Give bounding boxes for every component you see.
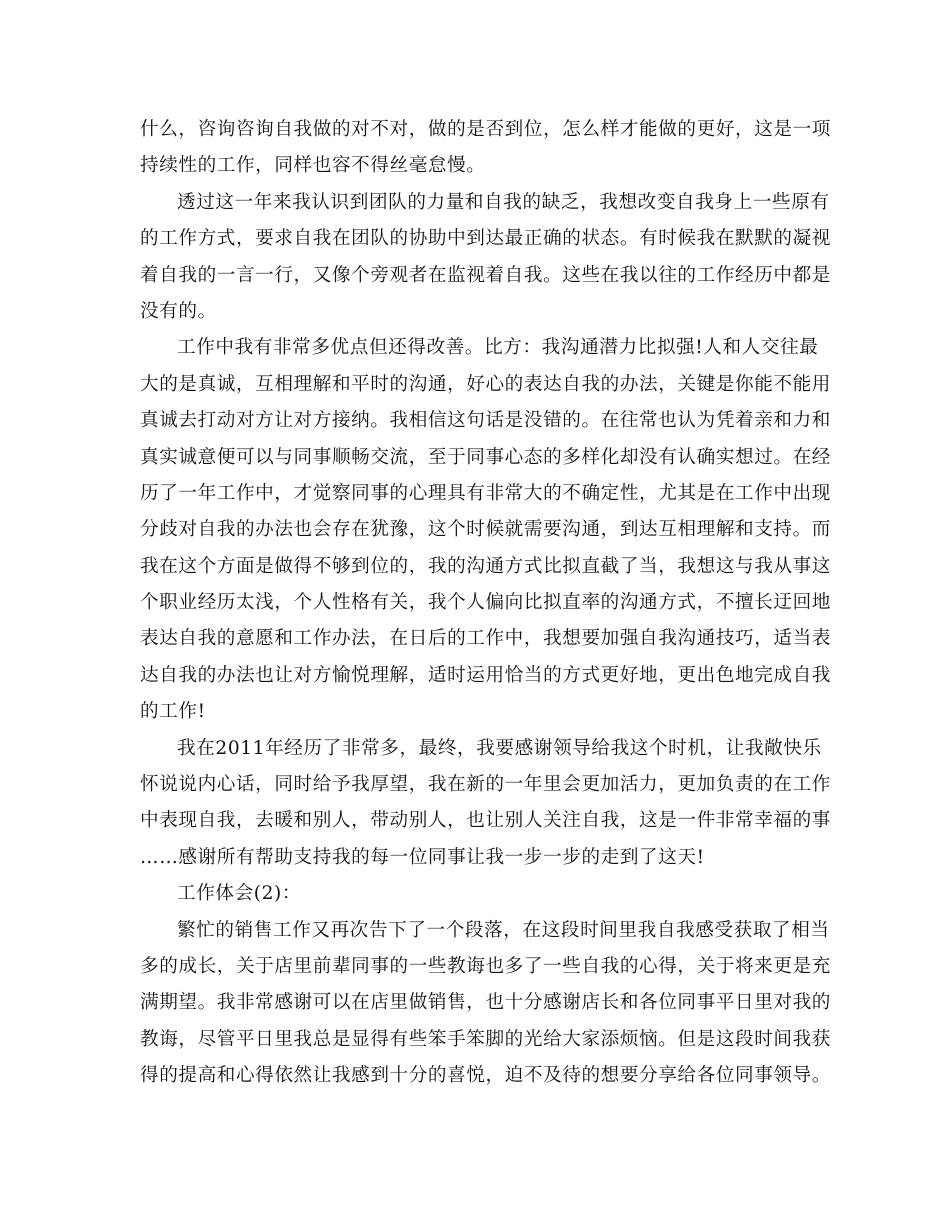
text-line: ……感谢所有帮助支持我的每一位同事让我一步一步的走到了这天! xyxy=(140,846,705,868)
text-line: 真实诚意便可以与同事顺畅交流，至于同事心态的多样化却没有认确实想过。在经 xyxy=(140,446,831,468)
section-heading: 工作体会(2)： xyxy=(177,883,302,905)
text-line: 大的是真诚，互相理解和平时的沟通，好心的表达自我的办法，关键是你能不能用 xyxy=(140,373,831,395)
text-line: 持续性的工作，同样也容不得丝毫怠慢。 xyxy=(140,155,486,177)
text-line: 表达自我的意愿和工作办法，在日后的工作中，我想要加强自我沟通技巧，适当表 xyxy=(140,628,831,650)
text-line: 真诚去打动对方让对方接纳。我相信这句话是没错的。在往常也认为凭着亲和力和 xyxy=(140,410,831,432)
text-line: 我在2011年经历了非常多，最终，我要感谢领导给我这个时机，让我敞快乐 xyxy=(177,737,822,759)
text-line: 达自我的办法也让对方愉悦理解，适时运用恰当的方式更好地，更出色地完成自我 xyxy=(140,664,831,686)
text-line: 的工作! xyxy=(140,701,206,723)
text-line: 透过这一年来我认识到团队的力量和自我的缺乏，我想改变自我身上一些原有 xyxy=(177,191,830,213)
body-text xyxy=(140,112,831,1095)
text-line: 分歧对自我的办法也会存在犹豫，这个时候就需要沟通，到达互相理解和支持。而 xyxy=(140,519,831,541)
text-line: 多的成长，关于店里前辈同事的一些教诲也多了一些自我的心得，关于将来更是充 xyxy=(140,955,831,977)
text-line: 工作中我有非常多优点但还得改善。比方：我沟通潜力比拟强!人和人交往最 xyxy=(177,337,819,359)
text-line: 的工作方式，要求自我在团队的协助中到达最正确的状态。有时候我在默默的凝视 xyxy=(140,228,831,250)
text-line: 怀说说内心话，同时给予我厚望，我在新的一年里会更加活力，更加负责的在工作 xyxy=(140,774,831,796)
text-line: 繁忙的销售工作又再次告下了一个段落，在这段时间里我自我感受获取了相当 xyxy=(177,919,830,941)
text-line: 什么，咨询咨询自我做的对不对，做的是否到位，怎么样才能做的更好，这是一项 xyxy=(140,119,831,140)
text-line: 着自我的一言一行，又像个旁观者在监视着自我。这些在我以往的工作经历中都是 xyxy=(140,264,831,286)
text-line: 得的提高和心得依然让我感到十分的喜悦，迫不及待的想要分享给各位同事领导。 xyxy=(140,1065,831,1087)
text-line: 历了一年工作中，才觉察同事的心理具有非常大的不确定性，尤其是在工作中出现 xyxy=(140,482,831,504)
text-line: 个职业经历太浅，个人性格有关，我个人偏向比拟直率的沟通方式，不擅长迂回地 xyxy=(140,592,831,614)
text-line: 教诲，尽管平日里我总是显得有些笨手笨脚的光给大家添烦恼。但是这段时间我获 xyxy=(140,1028,831,1050)
text-line: 满期望。我非常感谢可以在店里做销售，也十分感谢店长和各位同事平日里对我的 xyxy=(140,992,831,1014)
text-line: 中表现自我，去暖和别人，带动别人，也让别人关注自我，这是一件非常幸福的事 xyxy=(140,810,831,832)
text-line: 没有的。 xyxy=(140,300,217,322)
text-line: 我在这个方面是做得不够到位的，我的沟通方式比拟直截了当，我想这与我从事这 xyxy=(140,555,831,577)
